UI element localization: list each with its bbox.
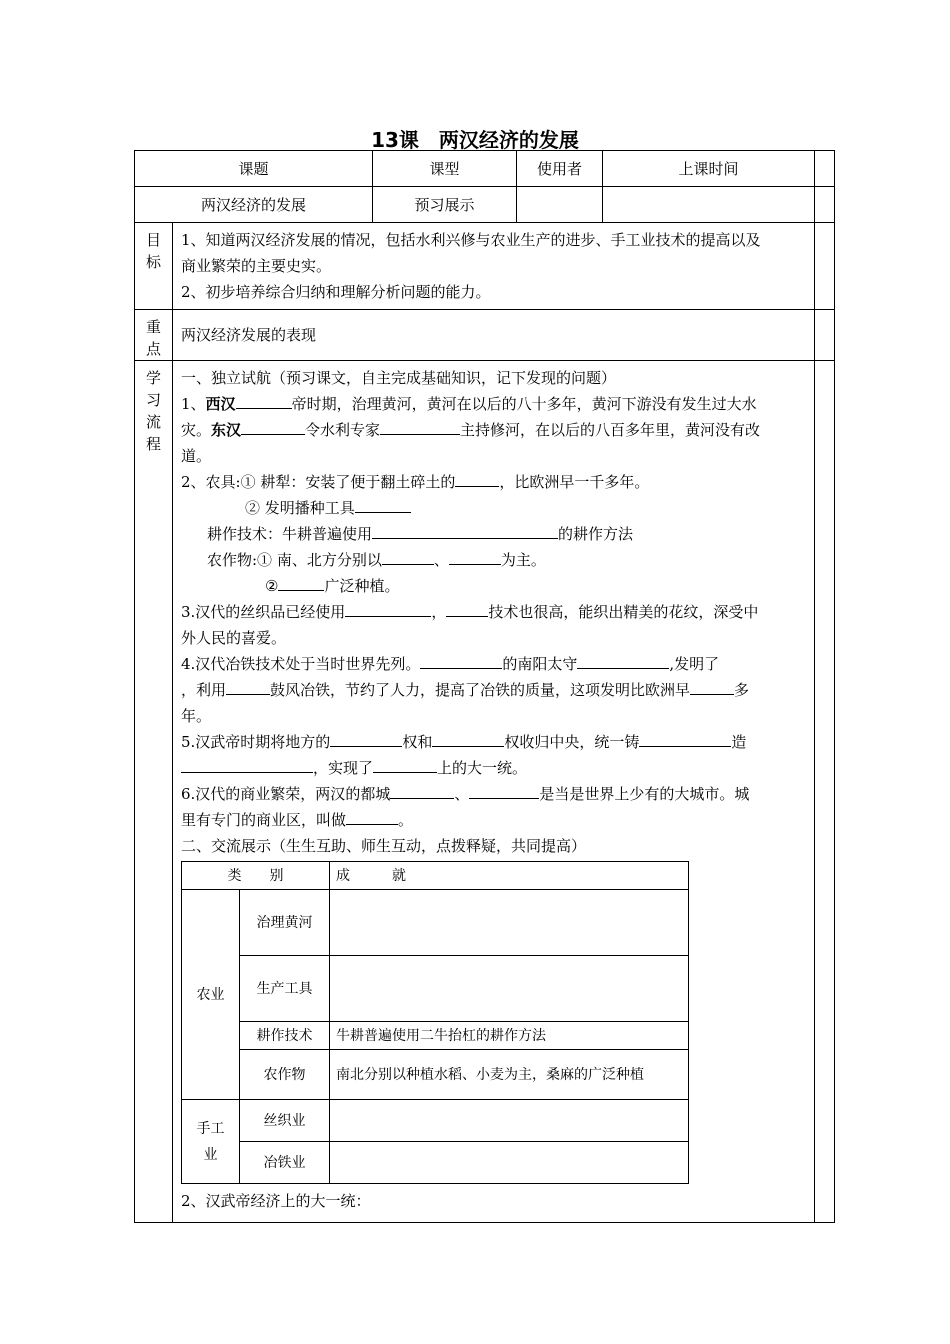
header-topic: 课题 [135,151,373,187]
question-2-tech: 耕作技术：牛耕普遍使用 的耕作方法 [181,521,808,547]
question-5: 5.汉武帝时期将地方的 权和 权收归中央，统一铸 造 [181,729,808,755]
type-value: 预习展示 [373,187,517,223]
lesson-table [134,150,835,1223]
question-6: 6.汉代的商业繁荣，两汉的都城 、 是当是世界上少有的大城市。城 [181,781,808,807]
question-1: 1、西汉 帝时期，治理黄河，黄河在以后的八十多年，黄河下游没有发生过大水 [181,391,808,417]
section-heading: 一、独立试航（预习课文，自主完成基础知识，记下发现的问题） [181,369,617,387]
blank[interactable] [446,600,488,617]
question-2-crops: 农作物:① 南、北方分别以 、 为主。 [181,547,808,573]
process-content [173,361,815,1223]
blank[interactable] [639,730,731,747]
blank[interactable] [346,808,398,825]
user-value [517,187,603,223]
row-name: 丝织业 [240,1100,330,1142]
goal-line: 2、初步培养综合归纳和理解分析问题的能力。 [181,283,491,301]
blank[interactable] [690,678,734,695]
table-header-category: 类 别 [182,862,330,890]
row-value[interactable] [330,1100,689,1142]
goal-line: 商业繁荣的主要史实。 [181,257,332,275]
row-name: 治理黄河 [240,890,330,956]
goal-line: 1、知道两汉经济发展的情况，包括水利兴修与农业生产的进步、手工业技术的提高以及 [181,231,761,249]
question-1-end: 道。 [181,447,212,465]
blank[interactable] [236,392,292,409]
edge-cell [815,310,835,361]
edge-cell [815,187,835,223]
edge-cell [815,223,835,310]
blank[interactable] [420,652,502,669]
header-user: 使用者 [517,151,603,187]
goals-content [173,223,815,310]
question-4-cont: ，利用 鼓风冶铁，节约了人力，提高了冶铁的质量，这项发明比欧洲早 多 [181,677,808,703]
blank[interactable] [330,730,402,747]
question-2-crops2: ② 广泛种植。 [181,573,808,599]
blank[interactable] [382,548,434,565]
edge-cell [815,151,835,187]
focus-label: 重 点 [135,310,173,361]
question-2-tool: ② 发明播种工具 [181,495,808,521]
blank[interactable] [449,548,501,565]
blank[interactable] [577,652,669,669]
question-5-cont: ，实现了 上的大一统。 [181,755,808,781]
question-4-end: 年。 [181,707,212,725]
header-type: 课型 [373,151,517,187]
row-name: 农作物 [240,1050,330,1100]
category-handicraft: 手工 业 [182,1100,240,1184]
blank[interactable] [278,574,324,591]
blank[interactable] [345,600,431,617]
blank[interactable] [181,756,313,773]
row-value[interactable] [330,956,689,1022]
header-time: 上课时间 [603,151,815,187]
row-name: 生产工具 [240,956,330,1022]
row-value: 南北分别以种植水稻、小麦为主，桑麻的广泛种植 [330,1050,689,1100]
blank[interactable] [432,730,504,747]
blank[interactable] [390,782,454,799]
row-name: 冶铁业 [240,1142,330,1184]
process-label: 学 习 流 程 [135,361,173,1223]
blank[interactable] [355,496,411,513]
row-name: 耕作技术 [240,1022,330,1050]
topic-value: 两汉经济的发展 [135,187,373,223]
category-agriculture: 农业 [182,890,240,1100]
blank[interactable] [380,418,460,435]
row-value[interactable] [330,890,689,956]
row-value[interactable] [330,1142,689,1184]
question-3-cont: 外人民的喜爱。 [181,629,287,647]
table-header-achievement: 成 就 [330,862,689,890]
focus-content: 两汉经济发展的表现 [173,310,815,361]
goals-label: 目 标 [135,223,173,310]
page-title: 13课 两汉经济的发展 [371,128,579,152]
row-value: 牛耕普遍使用二牛抬杠的耕作方法 [330,1022,689,1050]
blank[interactable] [373,756,437,773]
blank[interactable] [241,418,305,435]
question-3: 3.汉代的丝织品已经使用 ， 技术也很高，能织出精美的花纹，深受中 [181,599,808,625]
question-2: 2、农具:① 耕犁：安装了便于翻土碎土的 ，比欧洲早一千多年。 [181,469,808,495]
blank[interactable] [226,678,270,695]
time-value [603,187,815,223]
blank[interactable] [455,470,499,487]
blank[interactable] [469,782,539,799]
question-6-cont: 里有专门的商业区，叫做 。 [181,807,808,833]
footer-question: 2、汉武帝经济上的大一统： [181,1192,371,1210]
section-heading: 二、交流展示（生生互助、师生互动，点拨释疑，共同提高） [181,837,587,855]
achievement-table [181,861,689,1184]
question-4: 4.汉代冶铁技术处于当时世界先列。 的南阳太守 ,发明了 [181,651,808,677]
blank[interactable] [372,522,558,539]
edge-cell [815,361,835,1223]
question-1-cont: 灾。东汉 令水利专家 主持修河，在以后的八百多年里，黄河没有改 [181,417,808,443]
